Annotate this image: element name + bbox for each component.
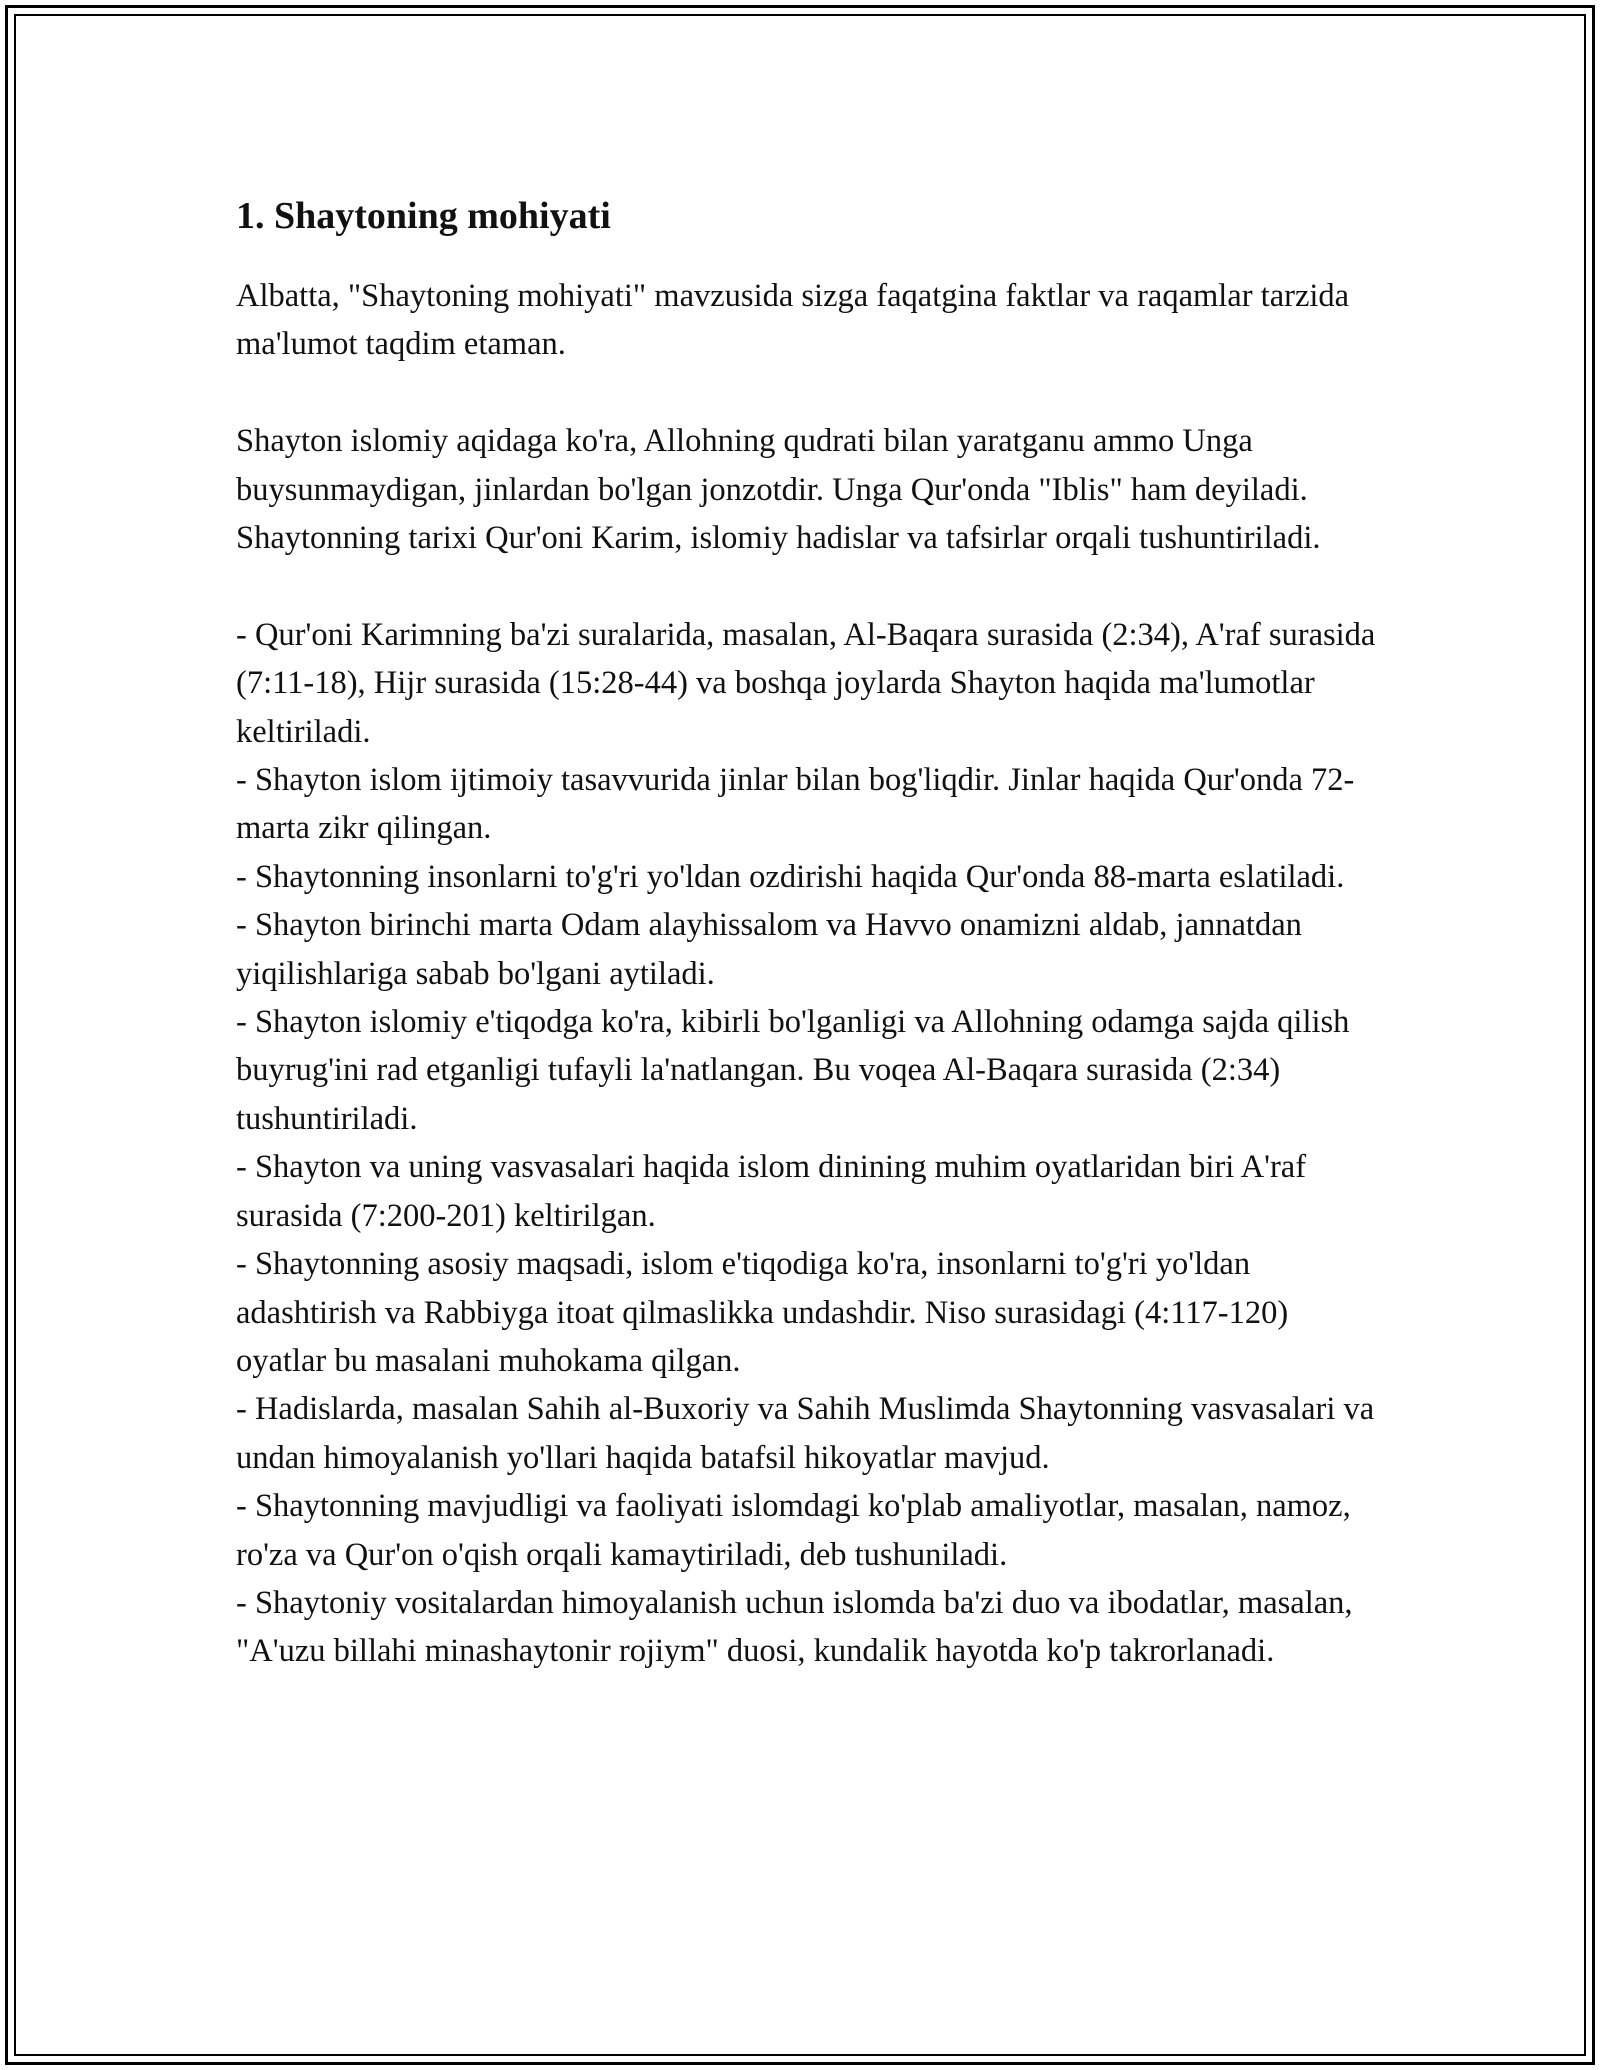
list-item: - Hadislarda, masalan Sahih al-Buxoriy va Sahih Muslimda Shaytonning vasvasalari va undan himoyalanish yo'llari haqida batafsil hikoyatlar mavjud. (236, 1391, 1375, 1476)
list-item: - Shayton va uning vasvasalari haqida islom dinining muhim oyatlaridan biri A'raf surasida (7:200-201) keltirilgan. (236, 1149, 1307, 1234)
list-item: - Shaytonning asosiy maqsadi, islom e'tiqodiga ko'ra, insonlarni to'g'ri yo'ldan adashtirish va Rabbiyga itoat qilmaslikka undashdir. Niso surasidagi (4:117-120) oyatlar bu masalani muhokama qilgan. (236, 1246, 1289, 1379)
list-item: - Shayton islom ijtimoiy tasavvurida jinlar bilan bog'liqdir. Jinlar haqida Qur'onda 72-marta zikr qilingan. (236, 762, 1355, 847)
intro-paragraph: Albatta, "Shaytoning mohiyati" mavzusida sizga faqatgina faktlar va raqamlar tarzida ma'lumot taqdim etaman. (236, 278, 1350, 363)
facts-list (236, 611, 1376, 1676)
list-item: - Shaytonning insonlarni to'g'ri yo'ldan ozdirishi haqida Qur'onda 88-marta eslatiladi. (236, 858, 1345, 895)
list-item: - Shayton birinchi marta Odam alayhissalom va Havvo onamizni aldab, jannatdan yiqilishlariga sabab bo'lgani aytiladi. (236, 907, 1302, 992)
list-item: - Qur'oni Karimning ba'zi suralarida, masalan, Al-Baqara surasida (2:34), A'raf surasida (7:11-18), Hijr surasida (15:28-44) va boshqa joylarda Shayton haqida ma'lumotlar keltiriladi. (236, 616, 1376, 750)
list-item: - Shaytonning mavjudligi va faoliyati islomdagi ko'plab amaliyotlar, masalan, namoz, ro'za va Qur'on o'qish orqali kamaytiriladi, deb tushuniladi. (236, 1488, 1351, 1573)
list-item: - Shaytoniy vositalardan himoyalanish uchun islomda ba'zi duo va ibodatlar, masalan, "A'uzu billahi minashaytonir rojiym" duosi, kundalik hayotda ko'p takrorlanadi. (236, 1584, 1353, 1670)
section-title: 1. Shaytoning mohiyati (236, 195, 611, 237)
list-item: - Shayton islomiy e'tiqodga ko'ra, kibirli bo'lganligi va Allohning odamga sajda qilish buyrug'ini rad etganligi tufayli la'natlangan. Bu voqea Al-Baqara surasida (2:34) tushuntiriladi. (236, 1004, 1350, 1137)
document-body (236, 186, 1376, 1676)
definition-paragraph: Shayton islomiy aqidaga ko'ra, Allohning qudrati bilan yaratganu ammo Unga buysunmaydigan, jinlardan bo'lgan jonzotdir. Unga Qur'onda "Iblis" ham deyiladi. Shaytonning tarixi Qur'oni Karim, islomiy hadislar va tafsirlar orqali tushuntiriladi. (236, 423, 1321, 557)
